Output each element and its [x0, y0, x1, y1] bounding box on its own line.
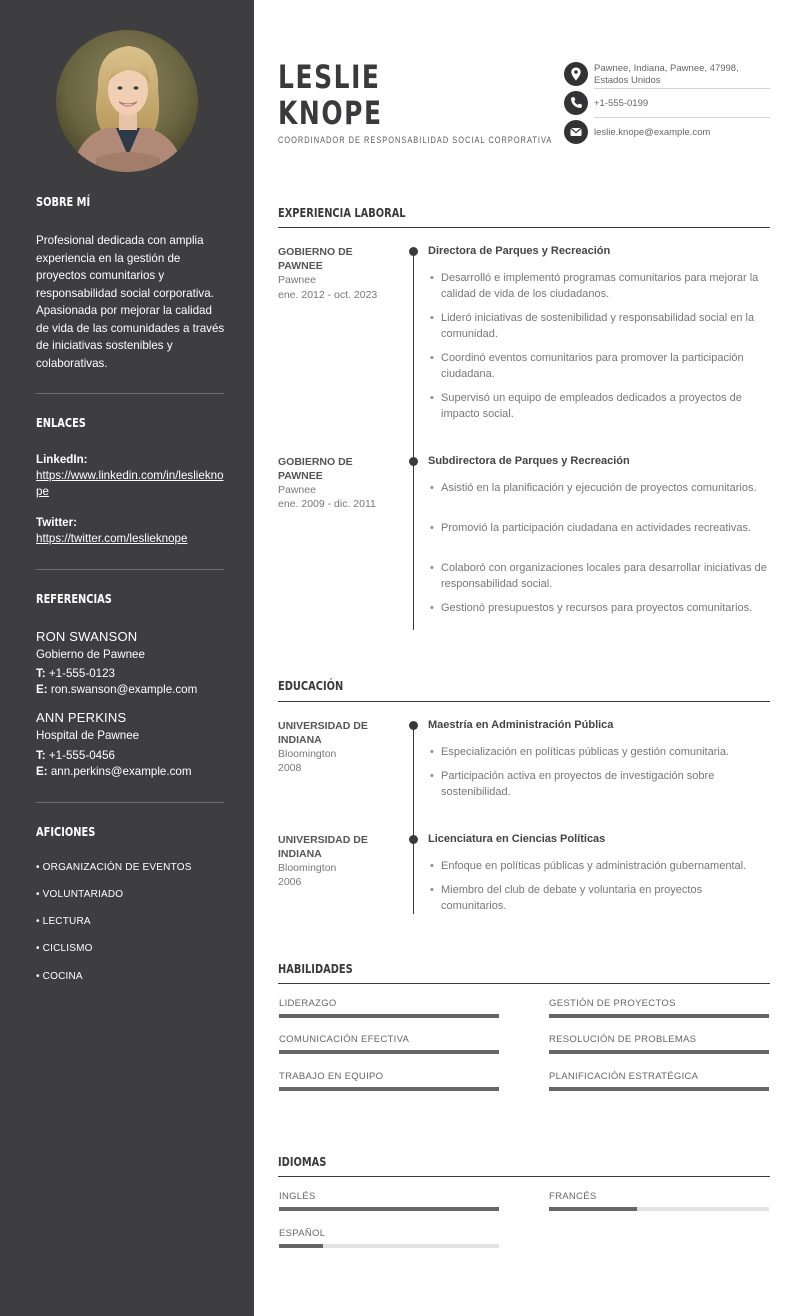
language-label: FRANCÉS	[549, 1191, 597, 1202]
hobbies-heading: AFICIONES	[36, 825, 96, 839]
skill-bar	[549, 1050, 769, 1054]
reference-name: ANN PERKINS	[36, 710, 127, 725]
experience-dates: ene. 2009 - dic. 2011	[278, 498, 376, 510]
job-title: COORDINADOR DE RESPONSABILIDAD SOCIAL CORPORATIVA	[278, 135, 553, 146]
section-rule	[278, 227, 770, 228]
contact-address-line1: Pawnee, Indiana, Pawnee, 47998,	[594, 63, 739, 74]
twitter-link[interactable]: https://twitter.com/leslieknope	[36, 532, 188, 545]
education-bullet: • Especialización en políticas públicas y gestión comunitaria.	[430, 744, 770, 760]
reference-phone	[36, 749, 115, 762]
reference-email-label: E:	[36, 765, 48, 778]
language-bar-fill	[279, 1207, 499, 1211]
skill-bar	[279, 1014, 499, 1018]
skill-bar	[549, 1087, 769, 1091]
education-bullet: • Participación activa en proyectos de investigación sobre sostenibilidad.	[430, 768, 770, 800]
experience-location: Pawnee	[278, 484, 316, 496]
education-org: UNIVERSIDAD DE INDIANA	[278, 834, 368, 860]
experience-dates: ene. 2012 - oct. 2023	[278, 289, 378, 301]
contact-phone: +1-555-0199	[594, 98, 649, 109]
experience-org: GOBIERNO DE PAWNEE	[278, 246, 353, 272]
reference-email	[36, 765, 191, 778]
language-bar	[279, 1244, 499, 1248]
location-pin-icon	[564, 62, 588, 86]
experience-role: Subdirectora de Parques y Recreación	[428, 455, 630, 467]
education-location: Bloomington	[278, 748, 337, 760]
skill-label: RESOLUCIÓN DE PROBLEMAS	[549, 1034, 697, 1045]
section-rule	[278, 1176, 770, 1177]
about-text: Profesional dedicada con amplia experiencia en la gestión de proyectos comunitarios y responsabilidad social corporativa. Apasionada por mejorar la calidad de vida de las comunidades a través de iniciativas sostenibles y colaborativas.	[36, 234, 225, 370]
timeline-dot	[409, 835, 418, 844]
envelope-icon	[564, 120, 588, 144]
education-heading: EDUCACIÓN	[278, 679, 344, 693]
divider	[36, 802, 224, 803]
experience-bullet: • Gestionó presupuestos y recursos para proyectos comunitarios.	[430, 600, 770, 616]
skill-label: TRABAJO EN EQUIPO	[279, 1071, 384, 1082]
education-dates: 2006	[278, 876, 302, 888]
hobby-item: • VOLUNTARIADO	[36, 889, 124, 900]
reference-phone-label: T:	[36, 749, 46, 762]
reference-phone	[36, 667, 115, 680]
experience-bullet: • Lideró iniciativas de sostenibilidad y responsabilidad social en la comunidad.	[430, 310, 770, 342]
language-label: ESPAÑOL	[279, 1228, 326, 1239]
experience-bullet: • Promovió la participación ciudadana en actividades recreativas.	[430, 520, 770, 536]
experience-bullet: • Coordinó eventos comunitarios para promover la participación ciudadana.	[430, 350, 770, 382]
skill-bar-fill	[549, 1014, 769, 1018]
hobby-item: • ORGANIZACIÓN DE EVENTOS	[36, 862, 192, 873]
sidebar	[0, 0, 254, 1316]
language-bar-fill	[279, 1244, 323, 1248]
language-bar	[549, 1207, 769, 1211]
first-name: LESLIE	[278, 58, 381, 96]
reference-org: Gobierno de Pawnee	[36, 648, 145, 661]
phone-icon	[564, 91, 588, 115]
hobby-item: • CICLISMO	[36, 943, 93, 954]
skill-bar-fill	[279, 1014, 499, 1018]
linkedin-label: LinkedIn:	[36, 453, 88, 466]
reference-email-value: ron.swanson@example.com	[50, 683, 198, 696]
education-degree: Licenciatura en Ciencias Políticas	[428, 833, 606, 845]
language-bar	[279, 1207, 499, 1211]
divider	[594, 117, 770, 118]
education-timeline	[413, 726, 414, 914]
timeline-dot	[409, 247, 418, 256]
language-bar-fill	[549, 1207, 637, 1211]
skills-heading: HABILIDADES	[278, 962, 353, 976]
divider	[36, 393, 224, 394]
skill-bar	[549, 1014, 769, 1018]
languages-heading: IDIOMAS	[278, 1155, 327, 1169]
skill-bar-fill	[549, 1087, 769, 1091]
last-name: KNOPE	[278, 94, 383, 132]
skill-bar	[279, 1087, 499, 1091]
divider	[594, 88, 770, 89]
section-rule	[278, 701, 770, 702]
experience-bullet: • Colaboró con organizaciones locales para desarrollar iniciativas de responsabilidad social.	[430, 560, 770, 592]
experience-role: Directora de Parques y Recreación	[428, 245, 611, 257]
contact-email: leslie.knope@example.com	[594, 127, 711, 138]
skill-bar	[279, 1050, 499, 1054]
reference-phone-value: +1-555-0123	[48, 667, 115, 680]
timeline-dot	[409, 721, 418, 730]
about-heading: SOBRE MÍ	[36, 195, 91, 209]
skill-label: LIDERAZGO	[279, 998, 337, 1009]
experience-timeline	[413, 252, 414, 630]
skill-label: GESTIÓN DE PROYECTOS	[549, 998, 676, 1009]
references-heading: REFERENCIAS	[36, 592, 112, 606]
timeline-dot	[409, 457, 418, 466]
reference-email-label: E:	[36, 683, 48, 696]
reference-name: RON SWANSON	[36, 629, 138, 644]
experience-location: Pawnee	[278, 274, 316, 286]
education-org: UNIVERSIDAD DE INDIANA	[278, 720, 368, 746]
experience-bullet: • Asistió en la planificación y ejecución de proyectos comunitarios.	[430, 480, 770, 496]
experience-heading: EXPERIENCIA LABORAL	[278, 206, 406, 220]
links-heading: ENLACES	[36, 416, 86, 430]
reference-phone-label: T:	[36, 667, 46, 680]
skill-label: PLANIFICACIÓN ESTRATÉGICA	[549, 1071, 699, 1082]
divider	[36, 569, 224, 570]
skill-bar-fill	[279, 1087, 499, 1091]
reference-email	[36, 683, 197, 696]
experience-org: GOBIERNO DE PAWNEE	[278, 456, 353, 482]
skill-label: COMUNICACIÓN EFECTIVA	[279, 1034, 410, 1045]
hobby-item: • LECTURA	[36, 916, 91, 927]
profile-photo-image	[56, 30, 198, 172]
linkedin-link[interactable]: https://www.linkedin.com/in/leslieknope	[36, 469, 224, 498]
skill-bar-fill	[279, 1050, 499, 1054]
reference-org: Hospital de Pawnee	[36, 729, 140, 742]
reference-email-value: ann.perkins@example.com	[50, 765, 192, 778]
experience-bullet: • Supervisó un equipo de empleados dedicados a proyectos de impacto social.	[430, 390, 770, 422]
education-bullet: • Enfoque en políticas públicas y administración gubernamental.	[430, 858, 770, 874]
twitter-label: Twitter:	[36, 516, 78, 529]
reference-phone-value: +1-555-0456	[48, 749, 115, 762]
section-rule	[278, 983, 770, 984]
language-label: INGLÉS	[279, 1191, 316, 1202]
experience-bullet: • Desarrolló e implementó programas comunitarios para mejorar la calidad de vida de los ciudadanos.	[430, 270, 770, 302]
education-location: Bloomington	[278, 862, 337, 874]
contact-address	[594, 63, 770, 87]
education-bullet: • Miembro del club de debate y voluntaria en proyectos comunitarios.	[430, 882, 770, 914]
education-degree: Maestría en Administración Pública	[428, 719, 614, 731]
skill-bar-fill	[549, 1050, 769, 1054]
education-dates: 2008	[278, 762, 302, 774]
profile-photo	[56, 30, 198, 172]
hobby-item: • COCINA	[36, 971, 83, 982]
contact-address-line2: Estados Unidos	[594, 75, 661, 86]
